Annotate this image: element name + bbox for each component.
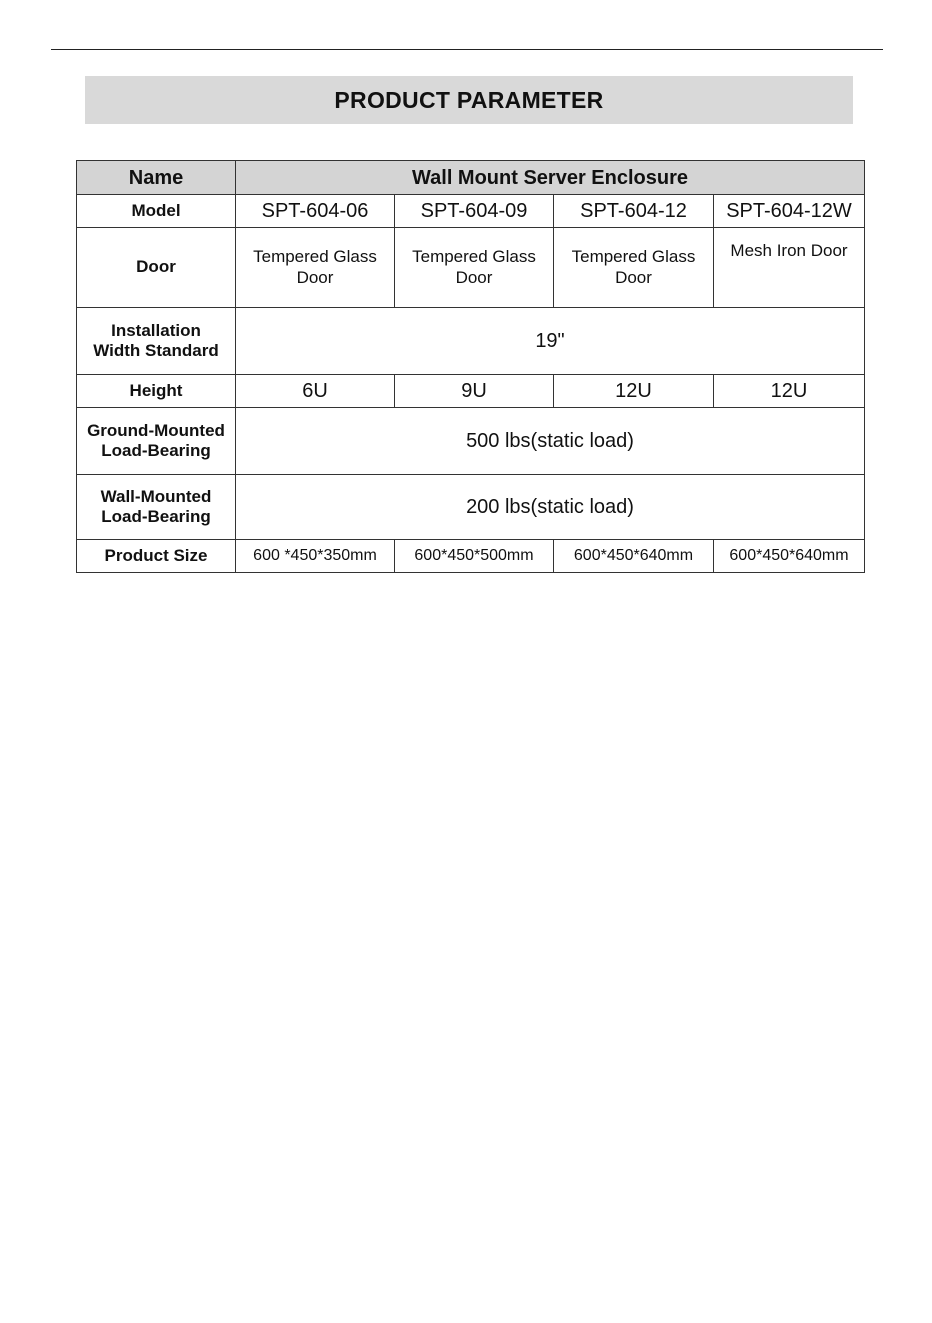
- table-row-installation: [77, 308, 865, 375]
- product-title-cell: Wall Mount Server Enclosure: [236, 161, 865, 195]
- door-line: Tempered Glass: [412, 247, 536, 267]
- table-row-door: [77, 228, 865, 308]
- door-line: Door: [296, 267, 334, 287]
- size-cell: 600*450*640mm: [714, 540, 865, 573]
- header-rule: [51, 49, 883, 50]
- row-label-line: Width Standard: [93, 341, 219, 360]
- table-row-height: [77, 375, 865, 408]
- door-line: Mesh Iron Door: [730, 241, 848, 260]
- product-parameter-banner: [85, 76, 853, 124]
- installation-value-cell: 19": [236, 308, 865, 375]
- size-cell: 600*450*500mm: [395, 540, 554, 573]
- ground-load-value-cell: 500 lbs(static load): [236, 408, 865, 475]
- door-line: Door: [455, 267, 493, 287]
- product-parameter-table: [76, 160, 865, 573]
- name-header-cell: Name: [77, 161, 236, 195]
- door-cell: [554, 228, 714, 308]
- door-line: Tempered Glass: [253, 247, 377, 267]
- row-label-line: Ground-Mounted: [87, 420, 225, 440]
- door-line: Door: [615, 267, 652, 287]
- size-cell: 600*450*640mm: [554, 540, 714, 573]
- row-label-installation: [77, 308, 236, 375]
- row-label-line: Installation: [111, 320, 201, 340]
- table-header-row: [77, 161, 865, 195]
- model-cell: SPT-604-09: [395, 195, 554, 228]
- row-label-line: Wall-Mounted: [100, 486, 212, 506]
- table-row-product-size: [77, 540, 865, 573]
- row-label-door: Door: [77, 228, 236, 308]
- door-cell: [236, 228, 395, 308]
- table-row-ground-mounted: [77, 408, 865, 475]
- row-label-line: Load-Bearing: [101, 441, 211, 460]
- wall-load-value-cell: 200 lbs(static load): [236, 475, 865, 540]
- banner-title: PRODUCT PARAMETER: [334, 86, 604, 113]
- row-label-product-size: Product Size: [77, 540, 236, 573]
- door-cell: [714, 228, 865, 308]
- model-cell: SPT-604-12: [554, 195, 714, 228]
- door-cell: [395, 228, 554, 308]
- row-label-model: Model: [77, 195, 236, 228]
- height-cell: 12U: [554, 375, 714, 408]
- size-cell: 600 *450*350mm: [236, 540, 395, 573]
- row-label-ground-mounted: [77, 408, 236, 475]
- door-line: Tempered Glass: [571, 247, 696, 267]
- row-label-wall-mounted: [77, 475, 236, 540]
- height-cell: 9U: [395, 375, 554, 408]
- table-row-wall-mounted: [77, 475, 865, 540]
- table-row-model: [77, 195, 865, 228]
- model-cell: SPT-604-12W: [714, 195, 865, 228]
- row-label-line: Load-Bearing: [101, 507, 211, 526]
- height-cell: 12U: [714, 375, 865, 408]
- row-label-height: Height: [77, 375, 236, 408]
- model-cell: SPT-604-06: [236, 195, 395, 228]
- height-cell: 6U: [236, 375, 395, 408]
